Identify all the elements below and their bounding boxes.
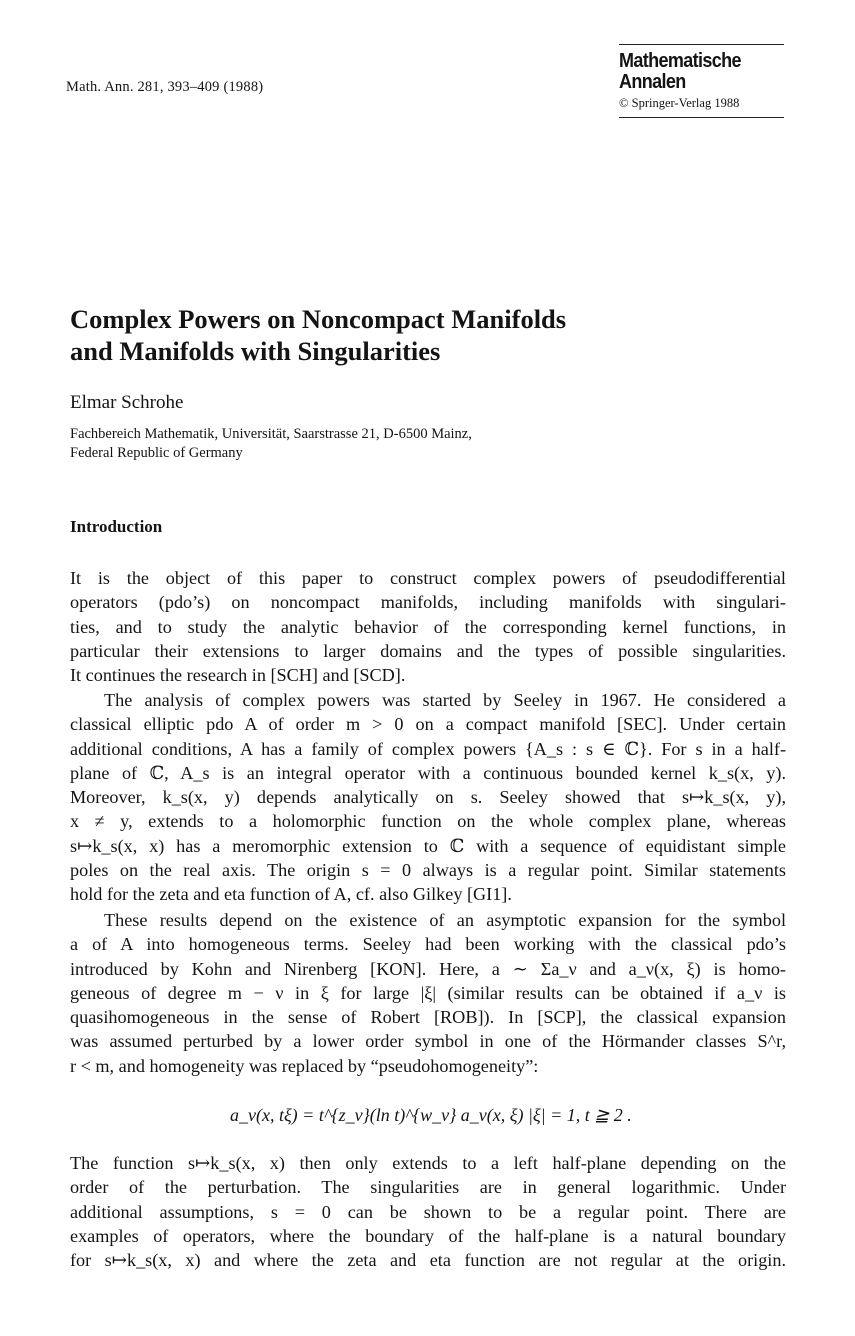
journal-masthead xyxy=(619,44,784,118)
journal-name-line1: Mathematische xyxy=(619,50,741,72)
pseudohomogeneity-formula: a_ν(x, tξ) = t^{z_ν}(ln t)^{w_ν} a_ν(x, ξ) |ξ| = 1, t ≧ 2 . xyxy=(230,1105,632,1125)
text-line: plane of ℂ, A_s is an integral operator with a continuous bounded kernel k_s(x, y). xyxy=(70,762,786,783)
author-name: Elmar Schrohe xyxy=(70,392,184,413)
text-line: a of A into homogeneous terms. Seeley had been working with the classical pdo’s xyxy=(70,934,786,955)
text-line: r < m, and homogeneity was replaced by “pseudohomogeneity”: xyxy=(70,1055,539,1076)
text-line: s↦k_s(x, x) has a meromorphic extension to ℂ with a sequence of equidistant simple xyxy=(70,835,786,856)
paragraph-1 xyxy=(70,566,786,687)
paragraph-3 xyxy=(70,908,786,1078)
journal-name-line2: Annalen xyxy=(619,71,686,93)
text-line: The analysis of complex powers was started by Seeley in 1967. He considered a xyxy=(104,690,786,710)
title-line-2: and Manifolds with Singularities xyxy=(70,336,441,366)
text-line: examples of operators, where the boundary of the half-plane is a natural boundary xyxy=(70,1225,786,1246)
paragraph-2 xyxy=(70,688,786,907)
text-line: It continues the research in [SCH] and [SCD]. xyxy=(70,665,406,686)
text-line: for s↦k_s(x, x) and where the zeta and eta function are not regular at the origin. xyxy=(70,1250,786,1271)
masthead-bottom-rule xyxy=(619,117,784,118)
text-line: The function s↦k_s(x, x) then only extends to a left half-plane depending on the xyxy=(70,1153,786,1173)
copyright-notice: © Springer-Verlag 1988 xyxy=(619,96,740,110)
section-heading: Introduction xyxy=(70,517,163,536)
text-line: classical elliptic pdo A of order m > 0 on a compact manifold [SEC]. Under certain xyxy=(70,714,786,735)
text-line: poles on the real axis. The origin s = 0 always is a regular point. Similar statements xyxy=(70,860,786,881)
text-line: introduced by Kohn and Nirenberg [KON]. Here, a ∼ Σa_ν and a_ν(x, ξ) is homo- xyxy=(70,958,786,979)
author-affiliation xyxy=(70,425,472,463)
text-line: additional assumptions, s = 0 can be shown to be a regular point. There are xyxy=(70,1201,786,1222)
title-line-1: Complex Powers on Noncompact Manifolds xyxy=(70,304,567,334)
text-line: particular their extensions to larger domains and the types of possible singularities. xyxy=(70,640,786,661)
text-line: x ≠ y, extends to a holomorphic function on the whole complex plane, whereas xyxy=(70,811,786,832)
text-line: order of the perturbation. The singularities are in general logarithmic. Under xyxy=(70,1177,786,1198)
text-line: These results depend on the existence of an asymptotic expansion for the symbol xyxy=(104,910,786,930)
text-line: geneous of degree m − ν in ξ for large |ξ| (similar results can be obtained if a_ν is xyxy=(70,982,786,1003)
text-line: quasihomogeneous in the sense of Robert [ROB]). In [SCP], the classical expansion xyxy=(70,1007,786,1028)
journal-citation: Math. Ann. 281, 393–409 (1988) xyxy=(66,79,264,95)
text-line: additional conditions, A has a family of complex powers {A_s : s ∈ ℂ}. For s in a half- xyxy=(70,738,786,759)
text-line: ties, and to study the analytic behavior of the corresponding kernel functions, in xyxy=(70,616,786,637)
text-line: Moreover, k_s(x, y) depends analytically on s. Seeley showed that s↦k_s(x, y), xyxy=(70,787,786,808)
paragraph-4 xyxy=(70,1151,786,1272)
text-line: hold for the zeta and eta function of A, cf. also Gilkey [GI1]. xyxy=(70,884,512,905)
article-title xyxy=(70,303,790,367)
affiliation-line-2: Federal Republic of Germany xyxy=(70,445,243,461)
affiliation-line-1: Fachbereich Mathematik, Universität, Saarstrasse 21, D-6500 Mainz, xyxy=(70,426,472,442)
text-line: was assumed perturbed by a lower order symbol in one of the Hörmander classes S^r, xyxy=(70,1031,786,1052)
text-line: It is the object of this paper to construct complex powers of pseudodifferential xyxy=(70,568,786,588)
text-line: operators (pdo’s) on noncompact manifolds, including manifolds with singulari- xyxy=(70,592,786,613)
masthead-top-rule xyxy=(619,44,784,45)
